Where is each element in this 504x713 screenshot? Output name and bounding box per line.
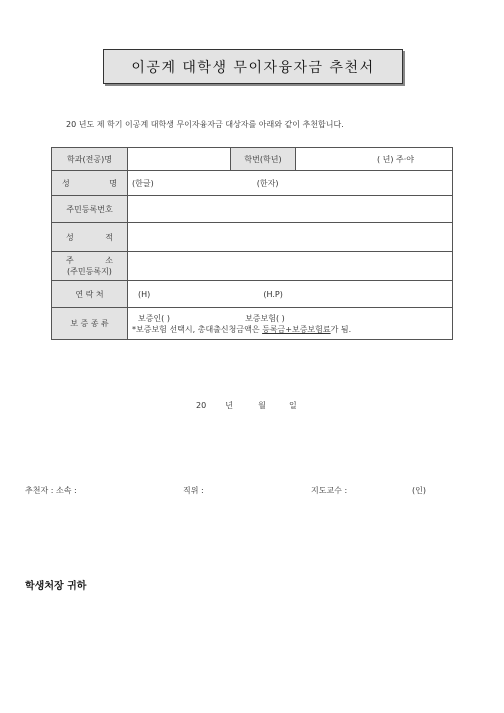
guarantee-row xyxy=(52,308,453,340)
grade-field[interactable] xyxy=(128,223,453,252)
intro-sentence: 20 년도 제 학기 이공계 대학생 무이자융자금 대상자를 아래와 같이 추천합니다. xyxy=(66,120,344,129)
addressee: 학생처장 귀하 xyxy=(25,581,87,592)
recommendation-form-table xyxy=(51,147,453,340)
guarantee-field[interactable] xyxy=(128,308,453,340)
contact-row xyxy=(52,281,453,308)
name-field[interactable] xyxy=(128,171,453,196)
name-korean: (한글) xyxy=(132,178,154,188)
address-label: 주 소 (주민등록지) xyxy=(52,252,128,281)
date-month-unit: 월 xyxy=(258,401,266,410)
recommender-affiliation-label: 추천자 : 소속 : xyxy=(25,486,77,495)
name-hanja: (한자) xyxy=(256,178,279,188)
grade-row xyxy=(52,223,453,252)
date-day-unit: 일 xyxy=(288,401,297,410)
address-row xyxy=(52,252,453,281)
rrn-label: 주민등록번호 xyxy=(52,196,128,223)
contact-field[interactable] xyxy=(128,281,453,308)
grade-label: 성 적 xyxy=(52,223,128,252)
date-line xyxy=(196,400,297,411)
student-id-field[interactable]: ( 년) 주·야 xyxy=(296,148,453,171)
address-field[interactable] xyxy=(128,252,453,281)
student-id-label: 학번(학년) xyxy=(231,148,296,171)
dept-label: 학과(전공)명 xyxy=(52,148,128,171)
date-year: 20 xyxy=(196,401,207,410)
document-title: 이공계 대학생 무이자융자금 추천서 xyxy=(103,49,403,84)
guarantee-note: *보증보험 선택시, 총대출신청금액은 등록금+보증보험료가 됨. xyxy=(132,324,352,334)
seal-mark: (인) xyxy=(412,486,426,495)
date-year-unit: 년 xyxy=(225,401,234,410)
recommender-advisor-label: 지도교수 : xyxy=(311,486,348,495)
dept-row xyxy=(52,148,453,171)
name-label: 성 명 xyxy=(52,171,128,196)
rrn-field[interactable] xyxy=(128,196,453,223)
guarantee-label: 보 증 종 류 xyxy=(52,308,128,340)
dept-field[interactable] xyxy=(128,148,231,171)
rrn-row xyxy=(52,196,453,223)
contact-label: 연 락 처 xyxy=(52,281,128,308)
guarantor-option[interactable]: 보증인( ) xyxy=(138,313,170,323)
contact-home: (H) xyxy=(138,289,151,299)
insurance-option[interactable]: 보증보험( ) xyxy=(245,313,285,323)
recommender-position-label: 직위 : xyxy=(183,486,204,495)
name-row xyxy=(52,171,453,196)
contact-mobile: (H.P) xyxy=(263,289,283,299)
